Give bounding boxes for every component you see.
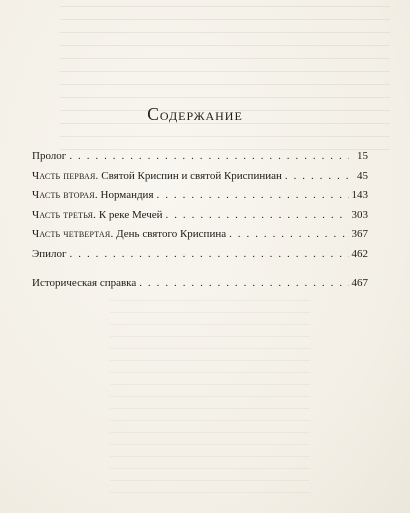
show-through-text-lower xyxy=(110,300,310,500)
part-heading: Часть третья. xyxy=(32,208,97,221)
toc-entry-part-3 xyxy=(32,209,368,229)
toc-page-number: 303 xyxy=(351,208,368,221)
part-heading: Часть четвертая. xyxy=(32,228,114,240)
toc-entry-label xyxy=(32,189,154,201)
toc-entry-label: Эпилог xyxy=(32,247,67,260)
toc-entry-part-2 xyxy=(32,189,368,209)
part-title: Нормандия xyxy=(97,189,154,201)
toc-page-number: 143 xyxy=(351,189,368,201)
toc-entry-label: Историческая справка xyxy=(32,277,137,289)
toc-entry-historical-note xyxy=(32,277,368,297)
leader-dots xyxy=(157,189,349,201)
part-title: К реке Мечей xyxy=(96,208,163,221)
toc-entry-label xyxy=(32,228,226,240)
leader-dots xyxy=(166,209,349,221)
leader-dots xyxy=(69,150,349,162)
leader-dots xyxy=(70,248,349,260)
part-heading: Часть вторая. xyxy=(32,189,98,201)
leader-dots xyxy=(229,228,348,240)
part-heading: Часть первая. xyxy=(32,169,99,182)
toc-page-number: 462 xyxy=(351,247,368,260)
toc-entry-part-4 xyxy=(32,228,368,248)
leader-dots xyxy=(139,277,348,289)
leader-dots xyxy=(285,170,349,182)
toc-entry-part-1 xyxy=(32,170,368,190)
toc-page-number: 367 xyxy=(351,228,368,240)
table-of-contents xyxy=(32,150,368,297)
toc-page-number: 467 xyxy=(351,277,368,289)
toc-entry-label xyxy=(32,170,282,182)
toc-entry-label xyxy=(32,209,163,221)
part-title: День святого Криспина xyxy=(113,228,227,240)
toc-page-number: 45 xyxy=(357,169,368,182)
part-title: Святой Криспин и святой Криспиниан xyxy=(98,169,282,182)
toc-entry-epilogue xyxy=(32,248,368,268)
toc-entry-label: Пролог xyxy=(32,150,67,162)
toc-entry-prologue xyxy=(32,150,368,170)
toc-page-number: 15 xyxy=(357,150,368,162)
page-title: Содержание xyxy=(147,104,243,124)
show-through-text xyxy=(60,6,390,156)
